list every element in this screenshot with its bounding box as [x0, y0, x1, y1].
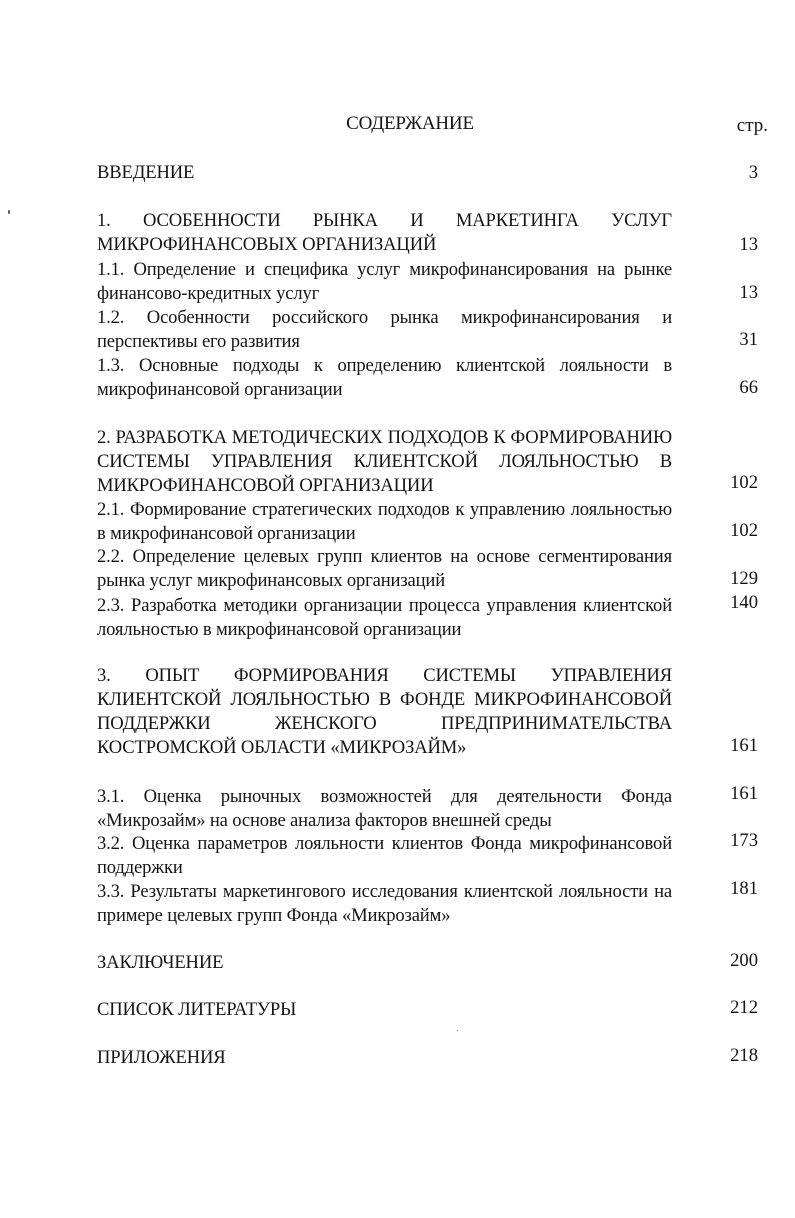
toc-entry-chapter-1: 1. ОСОБЕННОСТИ РЫНКА И МАРКЕТИНГА УСЛУГ МИКРОФИНАНСОВЫХ ОРГАНИЗАЦИЙ: [97, 210, 672, 255]
scan-speck: [8, 210, 10, 214]
toc-page-conclusion: 200: [730, 950, 758, 971]
toc-page-chapter-1: 13: [739, 234, 758, 255]
toc-entry-section-1-2: 1.2. Особенности российского рынка микрофинансирования и перспективы его развития: [97, 307, 672, 352]
toc-page-section-1-1: 13: [739, 282, 758, 303]
toc-entry-section-3-2: 3.2. Оценка параметров лояльности клиентов Фонда микрофинансовой поддержки: [97, 833, 672, 878]
toc-page-intro: 3: [748, 162, 758, 183]
toc-entry-chapter-2: 2. РАЗРАБОТКА МЕТОДИЧЕСКИХ ПОДХОДОВ К ФОРМИРОВАНИЮ СИСТЕМЫ УПРАВЛЕНИЯ КЛИЕНТСКОЙ ЛОЯЛЬНОСТЬЮ В МИКРОФИНАНСОВОЙ ОРГАНИЗАЦИИ: [97, 427, 672, 496]
toc-page-chapter-3: 161: [730, 735, 758, 756]
toc-page-section-1-2: 31: [739, 329, 758, 350]
toc-page-references: 212: [730, 997, 758, 1018]
toc-entry-intro: ВВЕДЕНИЕ: [97, 162, 195, 183]
toc-page-section-1-3: 66: [739, 377, 758, 398]
toc-page-appendices: 218: [730, 1045, 758, 1066]
toc-entry-section-2-3: 2.3. Разработка методики организации процесса управления клиентской лояльностью в микрофинансовой организации: [97, 595, 672, 640]
toc-entry-section-3-1: 3.1. Оценка рыночных возможностей для деятельности Фонда «Микрозайм» на основе анализа факторов внешней среды: [97, 786, 672, 831]
toc-entry-references: СПИСОК ЛИТЕРАТУРЫ: [97, 999, 297, 1020]
toc-entry-chapter-3: 3. ОПЫТ ФОРМИРОВАНИЯ СИСТЕМЫ УПРАВЛЕНИЯ КЛИЕНТСКОЙ ЛОЯЛЬНОСТЬЮ В ФОНДЕ МИКРОФИНАНСОВОЙ ПОДДЕРЖКИ ЖЕНСКОГО ПРЕДПРИНИМАТЕЛЬСТВА КОСТРОМСКОЙ ОБЛАСТИ «МИКРОЗАЙМ»: [97, 665, 672, 758]
toc-page-section-2-2: 129: [730, 568, 758, 589]
toc-entry-conclusion: ЗАКЛЮЧЕНИЕ: [97, 952, 224, 973]
toc-page-chapter-2: 102: [730, 472, 758, 493]
toc-page-section-3-2: 173: [730, 830, 758, 851]
toc-entry-section-1-3: 1.3. Основные подходы к определению клиентской лояльности в микрофинансовой организации: [97, 355, 672, 400]
scan-speck: [457, 1030, 458, 1031]
page-title: СОДЕРЖАНИЕ: [346, 113, 474, 134]
toc-page-section-3-3: 181: [730, 878, 758, 899]
pages-column-label: стр.: [736, 115, 768, 136]
toc-page-section-3-1: 161: [730, 783, 758, 804]
toc-entry-section-2-1: 2.1. Формирование стратегических подходов к управлению лояльностью в микрофинансовой организации: [97, 499, 672, 544]
toc-page-section-2-1: 102: [730, 520, 758, 541]
toc-entry-section-2-2: 2.2. Определение целевых групп клиентов на основе сегментирования рынка услуг микрофинансовых организаций: [97, 546, 672, 591]
toc-entry-section-1-1: 1.1. Определение и специфика услуг микрофинансирования на рынке финансово-кредитных услуг: [97, 259, 672, 304]
toc-page-section-2-3: 140: [730, 592, 758, 613]
toc-entry-appendices: ПРИЛОЖЕНИЯ: [97, 1047, 226, 1068]
toc-entry-section-3-3: 3.3. Результаты маркетингового исследования клиентской лояльности на примере целевых групп Фонда «Микрозайм»: [97, 881, 672, 926]
